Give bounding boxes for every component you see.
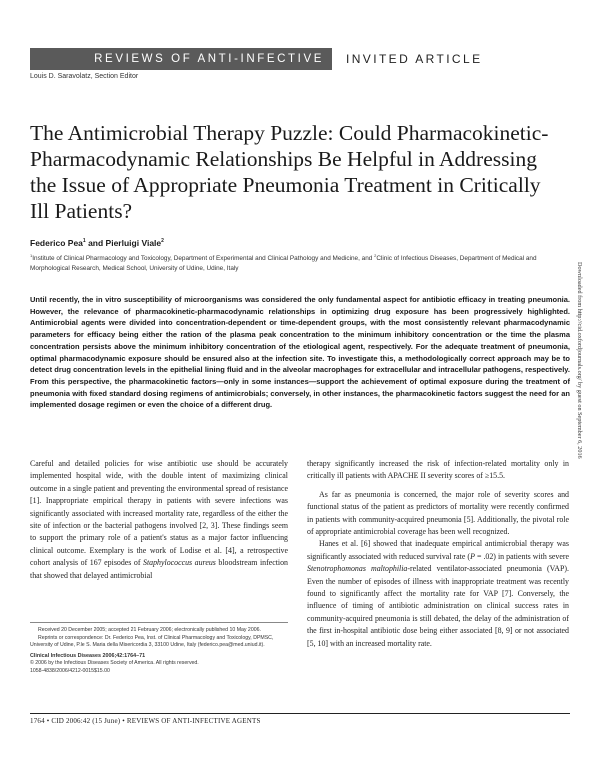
affil-sup-2: 2 (374, 253, 377, 258)
abstract: Until recently, the in vitro susceptibility of microorganisms was considered the only fundamental aspect for antibiotic efficacy in treating pneumonia. However, the relevance of pharmacokinetic-pharmacodynamic relationships in optimizing drug exposure has been progressively highlighted. Antimicrobial agents were divided into concentration-dependent or time-dependent groups, with the most consistently relevant pharmacodynamic parameters for efficacy being either the ration of the plasma peak concentration to the minimum inhibitory concentration or the time the plasma concentration persists above the minimum inhibitory concentration of the etiological agent, respectively. For the adequate treatment of pneumonia, optimal pharmacodynamic exposure should be ensured also at the infection site. To investigate this, a methodologically correct approach may be to detect drug concentration levels in the epithelial lining fluid and in the alveolar macrophages for extracellular and intracellular pathogens, respectively. From this perspective, the pharmacokinetic factors—only in some instances—support the achievement of optimal exposure during the treatment of pneumonia with fixed standard dosing regimens of antimicrobials; conversely, in other instances, the pharmacokinetic factors suggest the need for an implemented dosage regimen or even the choice of a different drug. (30, 295, 570, 410)
paragraph: therapy significantly increased the risk of infection-related mortality only in critically ill patients with APACHE II severity scores of ≥15.5. (307, 459, 569, 481)
body-column-left (30, 458, 288, 582)
paragraph (307, 538, 569, 650)
text-run: bloodstream infection that showed that delayed antimicrobial (30, 558, 289, 580)
organism-name: Stenotrophomonas maltophilia (307, 564, 408, 574)
issn-line: 1058-4838/2006/4212-0015$15.00 (30, 667, 110, 674)
download-note[interactable]: Downloaded from http://cid.oxfordjournals.org/ by guest on September 6, 2016 (576, 262, 583, 459)
received-dates: Received 20 December 2005; accepted 21 February 2006; electronically published 10 May 2006. (38, 627, 261, 633)
article-title: The Antimicrobial Therapy Puzzle: Could Pharmacokinetic-Pharmacodynamic Relationships Be Helpful in Addressing the Issue of Appropriate Pneumonia Treatment in Critically Ill Patients? (30, 121, 549, 223)
page-footer: 1764 • CID 2006:42 (15 June) • REVIEWS OF ANTI-INFECTIVE AGENTS (30, 717, 261, 725)
footer-divider (30, 713, 570, 714)
affiliation (30, 251, 570, 273)
author-connector: and (85, 238, 106, 248)
text-run: Hanes et al. [6] showed that inadequate empirical antimicrobial therapy was significantly associated with reduced survival rate ( (307, 539, 569, 561)
affil-text-2: Clinic of Infectious Diseases, Department of Medical and Morphological Research, Medical School, University of Udine, Udine, Italy (30, 255, 537, 272)
section-banner: REVIEWS OF ANTI-INFECTIVE AGENTS (30, 48, 332, 70)
text-run: = .02) in patients with severe (474, 551, 569, 561)
text-run: Careful and detailed policies for wise antibiotic use should be accurately implemented hospital wide, with the double intent of maximizing clinical outcome in a single patient and preventing the environmental spread of resistance [1]. Inappropriate empirical therapy in patients with severe infections was significantly associated with increased mortality rate, regardless of the either the site of infection or the bacterial pathogens involved [2, 3]. These findings seem to support the primary role of a patient's status as a major factor influencing clinical outcome. Exemplary is the work of Lodise et al. [4], a retrospective cohort analysis of 167 episodes of (30, 459, 288, 568)
copyright-line: © 2006 by the Infectious Diseases Society of America. All rights reserved. (30, 660, 199, 667)
paragraph (30, 458, 288, 582)
affil-sup-1: 1 (30, 253, 33, 258)
footnote (30, 627, 288, 676)
author-line (30, 238, 164, 248)
p-value-symbol: P (470, 551, 475, 561)
reprints-correspondence: Reprints or correspondence: Dr. Federico Pea, Inst. of Clinical Pharmacology and Toxicology, DPMSC, University of Udine, P.le S. Maria della Misericordia 3, 33100 Udine, Italy (federico.pea@med.uniud.it). (30, 634, 274, 649)
organism-name: Staphylococcus aureus (143, 558, 216, 568)
footnote-divider (30, 622, 288, 623)
section-editor: Louis D. Saravolatz, Section Editor (30, 73, 139, 80)
paragraph: As far as pneumonia is concerned, the major role of severity scores and functional status of the patient as predictors of mortality were recently confirmed in patients with community-acquired pneumonia [5]. Additionally, the pivotal role of appropriate antimicrobial coverage has been well recognized. (307, 489, 569, 537)
author-1: Federico Pea (30, 238, 83, 248)
author-2: Pierluigi Viale (105, 238, 162, 248)
article-type-label: INVITED ARTICLE (346, 52, 483, 66)
author-2-sup: 2 (161, 238, 164, 245)
text-run: -related ventilator-associated pneumonia (VAP). Even the number of episodes of illness with inappropriate treatment was recently found to significantly affect the mortality rate for VAP [7]. Conversely, the influence of timing of antibiotic administration on clinical success rates in community-acquired pneumonia is still debated, the delay of the administration of the first in-hospital antibiotic dose being either associated [8, 9] or not associated [5, 10] with an increased mortality rate. (307, 564, 569, 648)
author-1-sup: 1 (82, 238, 86, 245)
body-column-right (307, 458, 569, 650)
journal-citation: Clinical Infectious Diseases 2006;42:1764–71 (30, 652, 146, 659)
affil-text-1: Institute of Clinical Pharmacology and Toxicology, Department of Experimental and Clinical Pathology and Medicine, and (32, 255, 375, 263)
